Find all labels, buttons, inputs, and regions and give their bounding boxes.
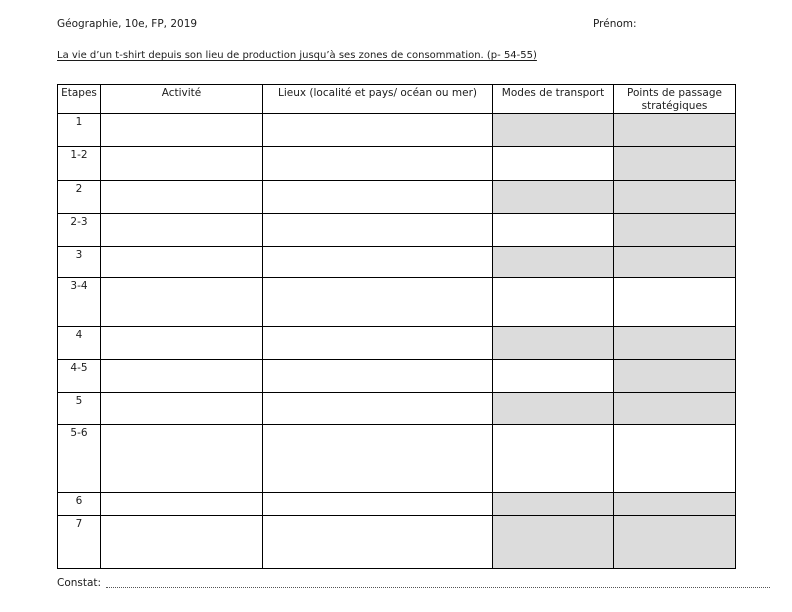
passage-cell <box>614 393 736 425</box>
etape-cell: 5-6 <box>58 425 101 493</box>
passage-cell <box>614 516 736 569</box>
activite-cell[interactable] <box>101 114 263 147</box>
transport-cell[interactable] <box>493 147 614 181</box>
table-row <box>58 493 736 516</box>
passage-cell[interactable] <box>614 278 736 327</box>
passage-cell <box>614 214 736 247</box>
lieux-cell[interactable] <box>263 214 493 247</box>
prenom-label: Prénom: <box>593 18 637 30</box>
table-row <box>58 247 736 278</box>
transport-cell <box>493 516 614 569</box>
table-row <box>58 278 736 327</box>
table-row <box>58 214 736 247</box>
etape-cell: 5 <box>58 393 101 425</box>
col-header-etapes: Etapes <box>58 85 101 114</box>
lieux-cell[interactable] <box>263 278 493 327</box>
passage-cell <box>614 147 736 181</box>
activite-cell[interactable] <box>101 360 263 393</box>
passage-cell[interactable] <box>614 425 736 493</box>
lieux-cell[interactable] <box>263 147 493 181</box>
etape-cell: 7 <box>58 516 101 569</box>
lieux-cell[interactable] <box>263 493 493 516</box>
tshirt-table <box>57 84 736 569</box>
passage-cell <box>614 360 736 393</box>
table-row <box>58 114 736 147</box>
activite-cell[interactable] <box>101 425 263 493</box>
constat-label: Constat: <box>57 577 102 589</box>
activite-cell[interactable] <box>101 393 263 425</box>
lieux-cell[interactable] <box>263 425 493 493</box>
passage-cell <box>614 327 736 360</box>
activite-cell[interactable] <box>101 214 263 247</box>
lieux-cell[interactable] <box>263 114 493 147</box>
activite-cell[interactable] <box>101 247 263 278</box>
table-row <box>58 393 736 425</box>
transport-cell <box>493 247 614 278</box>
table-row <box>58 147 736 181</box>
table-row <box>58 327 736 360</box>
col-header-activite: Activité <box>101 85 263 114</box>
table-row <box>58 360 736 393</box>
etape-cell: 2-3 <box>58 214 101 247</box>
transport-cell[interactable] <box>493 360 614 393</box>
etape-cell: 4 <box>58 327 101 360</box>
transport-cell[interactable] <box>493 278 614 327</box>
etape-cell: 3 <box>58 247 101 278</box>
transport-cell[interactable] <box>493 214 614 247</box>
activite-cell[interactable] <box>101 181 263 214</box>
col-header-lieux: Lieux (localité et pays/ océan ou mer) <box>263 85 493 114</box>
col-header-passage: Points de passage stratégiques <box>614 85 736 114</box>
transport-cell[interactable] <box>493 425 614 493</box>
activite-cell[interactable] <box>101 147 263 181</box>
activite-cell[interactable] <box>101 278 263 327</box>
passage-cell <box>614 114 736 147</box>
transport-cell <box>493 114 614 147</box>
etape-cell: 6 <box>58 493 101 516</box>
lieux-cell[interactable] <box>263 327 493 360</box>
col-header-transport: Modes de transport <box>493 85 614 114</box>
lieux-cell[interactable] <box>263 516 493 569</box>
etape-cell: 2 <box>58 181 101 214</box>
etape-cell: 1-2 <box>58 147 101 181</box>
lieux-cell[interactable] <box>263 360 493 393</box>
passage-cell <box>614 493 736 516</box>
lieux-cell[interactable] <box>263 181 493 214</box>
transport-cell <box>493 181 614 214</box>
constat-answer-line[interactable] <box>106 578 770 588</box>
activite-cell[interactable] <box>101 493 263 516</box>
table-row <box>58 425 736 493</box>
table-row <box>58 181 736 214</box>
lieux-cell[interactable] <box>263 393 493 425</box>
page-title: La vie d’un t-shirt depuis son lieu de production jusqu’à ses zones de consommation. (p- 54-55) <box>57 50 537 61</box>
lieux-cell[interactable] <box>263 247 493 278</box>
activite-cell[interactable] <box>101 516 263 569</box>
etape-cell: 1 <box>58 114 101 147</box>
transport-cell <box>493 493 614 516</box>
etape-cell: 3-4 <box>58 278 101 327</box>
etape-cell: 4-5 <box>58 360 101 393</box>
transport-cell <box>493 393 614 425</box>
course-info: Géographie, 10e, FP, 2019 <box>57 18 198 30</box>
table-header-row <box>58 85 736 114</box>
table-row <box>58 516 736 569</box>
activite-cell[interactable] <box>101 327 263 360</box>
constat-row <box>57 577 770 590</box>
passage-cell <box>614 181 736 214</box>
transport-cell <box>493 327 614 360</box>
passage-cell <box>614 247 736 278</box>
